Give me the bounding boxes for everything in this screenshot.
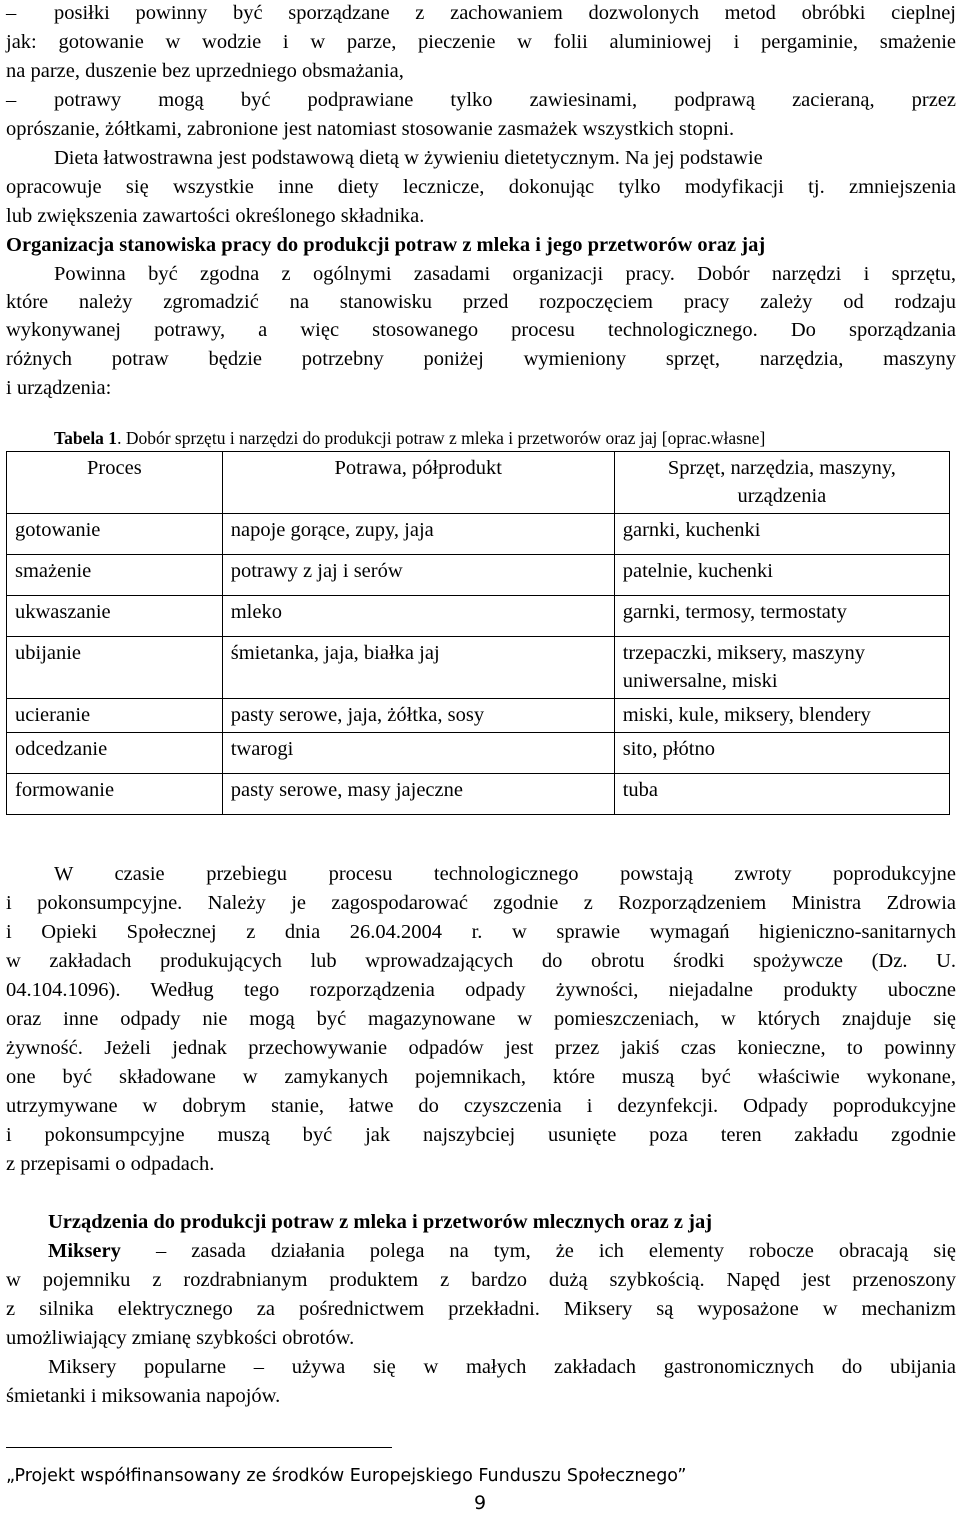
- table-cell: sito, płótno: [614, 733, 949, 774]
- table-cell: twarogi: [222, 733, 614, 774]
- table-row: [7, 514, 950, 555]
- footer-rule: [6, 1447, 392, 1448]
- table-cell: gotowanie: [7, 514, 223, 555]
- text-line: Miksery popularne – używa się w małych zakładach gastronomicznych do ubijania: [48, 1356, 956, 1378]
- text-line: 04.104.1096). Według tego rozporządzenia odpady żywności, niejadalne produkty uboczne: [6, 979, 956, 1001]
- text-line: oraz inne odpady nie mogą być magazynowane w pomieszczeniach, w których znajduje się: [6, 1008, 956, 1030]
- table-cell: formowanie: [7, 774, 223, 815]
- text-line: utrzymywane w dobrym stanie, łatwe do czyszczenia i dezynfekcji. Odpady poprodukcyjne: [6, 1095, 956, 1117]
- table-cell: smażenie: [7, 555, 223, 596]
- text-line: śmietanki i miksowania napojów.: [6, 1385, 281, 1407]
- text-line: różnych potraw będzie potrzebny poniżej wymieniony sprzęt, narzędzia, maszyny: [6, 348, 956, 370]
- table-cell: tuba: [614, 774, 949, 815]
- table-cell: ubijanie: [7, 637, 223, 699]
- page-number: 9: [473, 1492, 487, 1514]
- table-cell: trzepaczki, miksery, maszyny uniwersalne, miski: [614, 637, 949, 699]
- text-line: – zasada działania polega na tym, że ich elementy robocze obracają się: [156, 1240, 956, 1262]
- table-cell: pasty serowe, masy jajeczne: [222, 774, 614, 815]
- bullet-dash: –: [6, 89, 17, 111]
- table-cell: napoje gorące, zupy, jaja: [222, 514, 614, 555]
- text-line: one być składowane w zamykanych pojemnikach, które muszą być właściwie wykonane,: [6, 1066, 956, 1088]
- table-header-row: [7, 452, 950, 514]
- table-header: Sprzęt, narzędzia, maszyny, urządzenia: [614, 452, 949, 514]
- section-heading: Urządzenia do produkcji potraw z mleka i przetworów mlecznych oraz z jaj: [48, 1211, 713, 1233]
- table-cell: patelnie, kuchenki: [614, 555, 949, 596]
- text-line: z silnika elektrycznego za pośrednictwem przekładni. Miksery są wyposażone w mechanizm: [6, 1298, 956, 1320]
- table-cell: mleko: [222, 596, 614, 637]
- text-line: jak: gotowanie w wodzie i w parze, pieczenie w folii aluminiowej i pergaminie, smażenie: [6, 31, 956, 53]
- text-line: Powinna być zgodna z ogólnymi zasadami organizacji pracy. Dobór narzędzi i sprzętu,: [54, 263, 956, 285]
- text-line: i pokonsumpcyjne. Należy je zagospodarować zgodnie z Rozporządzeniem Ministra Zdrowia: [6, 892, 956, 914]
- text-line: opracowuje się wszystkie inne diety lecznicze, dokonując tylko modyfikacji tj. zmniejszenia: [6, 176, 956, 198]
- table-cell: garnki, kuchenki: [614, 514, 949, 555]
- term-miksery: Miksery: [48, 1240, 121, 1262]
- table-row: [7, 637, 950, 699]
- text-line: posiłki powinny być sporządzane z zachowaniem dozwolonych metod obróbki cieplnej: [54, 2, 956, 24]
- table-header: Potrawa, półprodukt: [222, 452, 614, 514]
- table-header: Proces: [7, 452, 223, 514]
- text-line: wykonywanej potrawy, a więc stosowanego procesu technologicznego. Do sporządzania: [6, 319, 956, 341]
- table-row: [7, 733, 950, 774]
- text-line: w zakładach produkujących lub wprowadzających do obrotu środki spożywcze (Dz. U.: [6, 950, 956, 972]
- text-line: Dieta łatwostrawna jest podstawową dietą w żywieniu dietetycznym. Na jej podstawie: [54, 147, 763, 169]
- table-cell: odcedzanie: [7, 733, 223, 774]
- table-cell: pasty serowe, jaja, żółtka, sosy: [222, 699, 614, 733]
- text-line: lub zwiększenia zawartości określonego składnika.: [6, 205, 425, 227]
- text-line: które należy zgromadzić na stanowisku przed rozpoczęciem pracy zależy od rodzaju: [6, 291, 956, 313]
- text-line: potrawy mogą być podprawiane tylko zawiesinami, podprawą zacieraną, przez: [54, 89, 956, 111]
- table-cell: śmietanka, jaja, białka jaj: [222, 637, 614, 699]
- section-heading: Organizacja stanowiska pracy do produkcji potraw z mleka i jego przetworów oraz jaj: [6, 234, 766, 256]
- text-line: i urządzenia:: [6, 377, 112, 399]
- text-line: i pokonsumpcyjne muszą być jak najszybciej usunięte poza teren zakładu zgodnie: [6, 1124, 956, 1146]
- table-row: [7, 699, 950, 733]
- equipment-table: [6, 451, 950, 815]
- text-line: W czasie przebiegu procesu technologicznego powstają zwroty poprodukcyjne: [54, 863, 956, 885]
- footer-text: „Projekt współfinansowany ze środków Europejskiego Funduszu Społecznego”: [6, 1466, 687, 1486]
- table-cell: ukwaszanie: [7, 596, 223, 637]
- table-row: [7, 774, 950, 815]
- table-row: [7, 555, 950, 596]
- table-caption: [54, 426, 765, 450]
- table-caption-text: . Dobór sprzętu i narzędzi do produkcji potraw z mleka i przetworów oraz jaj [oprac.własne]: [117, 428, 766, 448]
- table-row: [7, 596, 950, 637]
- text-line: umożliwiający zmianę szybkości obrotów.: [6, 1327, 355, 1349]
- text-line: z przepisami o odpadach.: [6, 1153, 215, 1175]
- text-line: na parze, duszenie bez uprzedniego obsmażania,: [6, 60, 404, 82]
- text-line: żywność. Jeżeli jednak przechowywanie odpadów jest przez jakiś czas konieczne, to powinny: [6, 1037, 956, 1059]
- text-line: oprószanie, żółtkami, zabronione jest natomiast stosowanie zasmażek wszystkich stopni.: [6, 118, 735, 140]
- table-cell: ucieranie: [7, 699, 223, 733]
- text-line: w pojemniku z rozdrabnianym produktem z bardzo dużą szybkością. Napęd jest przenoszony: [6, 1269, 956, 1291]
- text-line: i Opieki Społecznej z dnia 26.04.2004 r. w sprawie wymagań higieniczno-sanitarnych: [6, 921, 956, 943]
- table-cell: potrawy z jaj i serów: [222, 555, 614, 596]
- bullet-dash: –: [6, 2, 17, 24]
- table-caption-label: Tabela 1: [54, 428, 118, 448]
- table-cell: miski, kule, miksery, blendery: [614, 699, 949, 733]
- table-cell: garnki, termosy, termostaty: [614, 596, 949, 637]
